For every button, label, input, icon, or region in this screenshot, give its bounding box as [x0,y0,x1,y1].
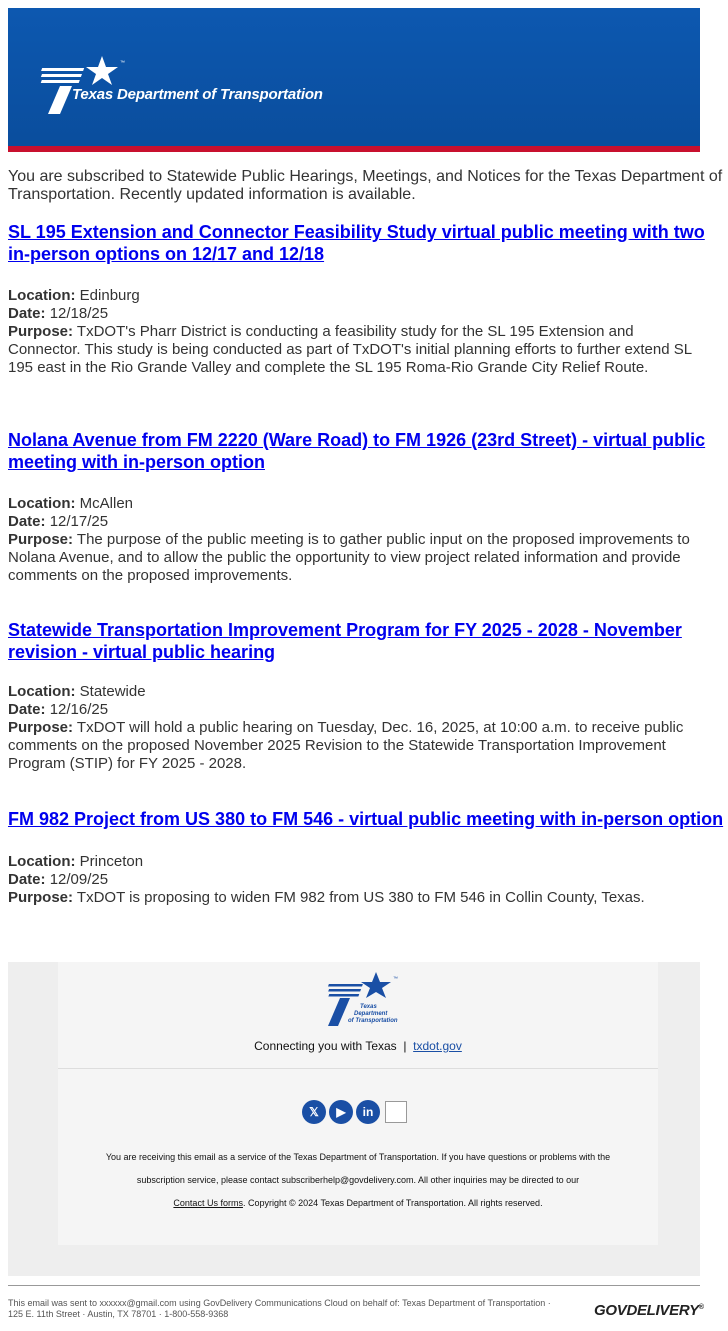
purpose-label: Purpose: [8,719,74,736]
date-label: Date: [8,871,46,888]
notice-title-link[interactable]: Nolana Avenue from FM 2220 (Ware Road) to FM 1926 (23rd Street) - virtual public meeting with in-person option [8,430,706,472]
tm-mark: ™ [393,976,398,982]
purpose-label: Purpose: [8,889,74,906]
notice-item [8,221,708,377]
location-label: Location: [8,287,76,304]
notice-item [8,619,708,773]
txdot-site-link[interactable]: txdot.gov [413,1039,462,1053]
date-value: 12/16/25 [49,701,109,718]
footer-disclaimer [88,1146,628,1215]
location-value: Princeton [79,853,144,870]
govdelivery-text: GOVDELIVERY [594,1302,699,1319]
x-icon[interactable]: 𝕏 [302,1100,326,1124]
date-value: 12/09/25 [49,871,109,888]
footer-divider [58,1068,658,1069]
notice-title-link[interactable]: FM 982 Project from US 380 to FM 546 - virtual public meeting with in-person option [8,809,724,829]
sent-to-info: This email was sent to xxxxxx@gmail.com using GovDelivery Communications Cloud on behalf of: Texas Department of Transportation · 125 E. 11th Street · Austin, TX 78701 · 1-800-558-9368 [8,1298,551,1319]
purpose-label: Purpose: [8,323,74,340]
logo-text-texas: Texas [360,1004,377,1010]
location-value: Statewide [79,683,146,700]
copyright-text: . Copyright © 2024 Texas Department of Transportation. All rights reserved. [242,1198,543,1208]
notice-item [8,808,724,907]
linkedin-icon[interactable]: in [356,1100,380,1124]
txdot-star-logo-icon [40,52,130,112]
header-banner [8,8,700,152]
logo-text-department: Department [354,1011,388,1017]
location-label: Location: [8,853,76,870]
govdelivery-logo [594,1302,704,1319]
notice-title-link[interactable]: Statewide Transportation Improvement Program for FY 2025 - 2028 - November revision - virtual public hearing [8,620,682,662]
logo-text-transportation: of Transportation [348,1018,398,1024]
disclaimer-text: You are receiving this email as a service of the Texas Department of Transportation. If you have questions or problems with the subscription service, please contact subscriberhelp@govdelivery.com. All other inquiries may be directed to our [105,1152,611,1185]
broken-image-icon[interactable] [385,1101,407,1123]
location-value: McAllen [79,495,134,512]
banner-red-stripe [8,146,700,152]
date-label: Date: [8,513,46,530]
subscription-intro: You are subscribed to Statewide Public Hearings, Meetings, and Notices for the Texas Department of Transportation. Recently updated information is available. [8,168,723,203]
tm-mark: ™ [120,60,125,66]
purpose-value: TxDOT will hold a public hearing on Tuesday, Dec. 16, 2025, at 10:00 a.m. to receive public comments on the proposed November 2025 Revision to the Statewide Transportation Improvement Program (STIP) for FY 2025 - 2028. [8,719,684,772]
connecting-line [58,1039,658,1053]
txdot-footer-logo-icon [320,970,400,1026]
location-label: Location: [8,683,76,700]
connecting-text: Connecting you with Texas [254,1039,397,1053]
separator: | [403,1039,407,1053]
footer-card [58,962,658,1245]
notice-details [8,683,708,773]
notice-details [8,287,708,377]
brand-name: Texas Department of Transportation [72,86,323,103]
notice-item [8,429,708,585]
youtube-icon[interactable]: ▶ [329,1100,353,1124]
date-value: 12/17/25 [49,513,109,530]
location-label: Location: [8,495,76,512]
purpose-value: TxDOT is proposing to widen FM 982 from US 380 to FM 546 in Collin County, Texas. [76,889,645,906]
purpose-value: The purpose of the public meeting is to gather public input on the proposed improvements to Nolana Avenue, and to allow the public the opportunity to view project related information and provide comments on the proposed improvements. [8,531,690,584]
notice-details [8,495,708,585]
purpose-value: TxDOT's Pharr District is conducting a feasibility study for the SL 195 Extension and Connector. This study is being conducted as part of TxDOT's initial planning efforts to further extend SL 195 east in the Rio Grande Valley and complete the SL 195 Roma-Rio Grande City Relief Route. [8,323,692,376]
purpose-label: Purpose: [8,531,74,548]
location-value: Edinburg [79,287,140,304]
contact-us-link[interactable]: Contact Us forms [173,1198,243,1208]
notice-title-link[interactable]: SL 195 Extension and Connector Feasibility Study virtual public meeting with two in-person options on 12/17 and 12/18 [8,222,705,264]
social-links [302,1100,407,1126]
date-label: Date: [8,305,46,322]
date-value: 12/18/25 [49,305,109,322]
notice-details [8,853,708,907]
bottom-divider [8,1285,700,1286]
registered-mark: ® [698,1304,704,1311]
date-label: Date: [8,701,46,718]
